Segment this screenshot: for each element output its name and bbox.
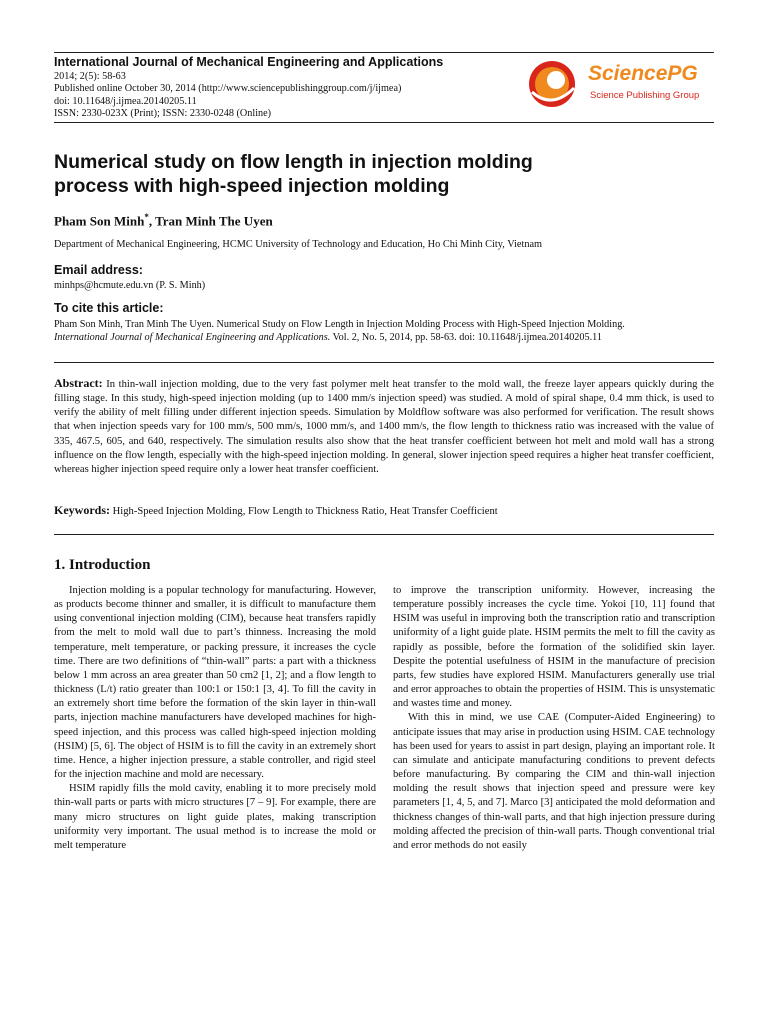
meta-published: Published online October 30, 2014 (http://www.sciencepublishinggroup.com/j/ijmea) [54, 83, 402, 95]
keywords [54, 503, 714, 518]
publisher-logo [526, 58, 716, 110]
journal-title: International Journal of Mechanical Engineering and Applications [54, 55, 444, 69]
publication-meta [54, 71, 401, 120]
email-heading: Email address: [54, 263, 143, 277]
paper-title-line1: Numerical study on flow length in injection molding [54, 151, 533, 173]
top-rule [54, 52, 714, 53]
authors [54, 212, 273, 229]
abstract-label: Abstract: [54, 376, 103, 390]
citation-journal: International Journal of Mechanical Engineering and Applications. [54, 332, 331, 343]
paragraph: Injection molding is a popular technology for manufacturing. However, as products become thinner and smaller, it is difficult to manufacture them using conventional injection molding (CIM), because heat transfers rapidly from the melt to mold wall due to part’s thinness. Increasing the mold temperature, melt temperature, or packing pressure, it increases the cycle time. There are two definitions of “thin-wall” parts: a part with a thickness below 1 mm across an area greater than 50 cm2 [1, 2]; and a flow length to thickness (L/t) ratio greater than 100:1 or 150:1 [3, 4]. To fill the cavity in an extremely short time before the formation of the skin layer in thin-wall parts, injection machine manufacturers have developed machines for high-speed injection, and this process was called high-speed injection molding (HSIM) [5, 6]. The object of HSIM is to fill the cavity in an extremely short time. Hence, a higher injection pressure, a stable controller, and rigid steel for the injection machine and mold are necessary. [54, 585, 376, 781]
citation-rest: Vol. 2, No. 5, 2014, pp. 58-63. doi: 10.11648/j.ijmea.20140205.11 [330, 332, 602, 343]
meta-doi: doi: 10.11648/j.ijmea.20140205.11 [54, 95, 197, 107]
header-bottom-rule [54, 122, 714, 123]
keywords-text: High-Speed Injection Molding, Flow Length to Thickness Ratio, Heat Transfer Coefficient [110, 506, 498, 517]
author-1: Pham Son Minh [54, 213, 145, 229]
abstract [54, 376, 714, 477]
logo-tagline: Science Publishing Group [590, 90, 700, 101]
email-value[interactable]: minhps@hcmute.edu.vn (P. S. Minh) [54, 280, 206, 291]
body-column-left [54, 584, 376, 1024]
body-column-right [393, 584, 715, 1024]
paragraph: to improve the transcription uniformity. However, increasing the temperature possibly increases the cycle time. Yokoi [10, 11] found that HSIM was useful in improving both the transcription ratio and transcription uniformity of a light guide plate. HSIM permits the melt to fill the cavity as rapidly as possible, before the formation of the solidified skin layer. Despite the potential usefulness of HSIM in the manufacture of precision parts, few studies have explored HSIM. Manufacturers generally use trial and error approaches to obtain the properties of HSIM. This is unsystematic and wastes time and money. [393, 585, 715, 710]
cite-heading: To cite this article: [54, 301, 164, 315]
keywords-label: Keywords: [54, 503, 110, 517]
corresponding-mark: * [144, 212, 149, 222]
paragraph: With this in mind, we use CAE (Computer-Aided Engineering) to anticipate issues that may arise in production using HSIM. CAE technology has been used for years to assist in part design, playing an important role. It can simulate and anticipate manufacturing conditions to prevent defects before manufacturing. By comparing the CIM and thin-wall injection molding the result shows that injection speed and pressure were key parameters [1, 4, 5, and 7]. Marco [3] anticipated the mold deformation and thickness changes of thin-wall parts, and that high injection pressure during molding affected the precision of thin-wall parts. Though conventional trial and error methods do not easily [393, 712, 715, 851]
abstract-text: In thin-wall injection molding, due to the very fast polymer melt heat transfer to the mold wall, the freeze layer appears quickly during the filling stage. In this study, high-speed injection molding (up to 1400 mm/s injection speed) was studied. A mold of spiral shape, 0.4 mm thick, is used to verify the ability of melt filling under different injection speeds. Simulation by Moldflow software was also performed for verification. The result shows that when injection speeds vary for 100 mm/s, 500 mm/s, 1000 mm/s, and 1400 mm/s, the flow length to thickness ratio was increased with the value of 335, 467.5, 605, and 640, respectively. The simulation results also show that the heat transfer coefficient between hot melt and mold wall has a strong influence on the flow length, especially with the high-speed injection molding. In general, slower injection speed requires a higher heat transfer coefficient, whereas higher injection speed require only a lower heat transfer coefficient. [54, 379, 714, 475]
citation [54, 318, 714, 344]
section-heading-introduction: 1. Introduction [54, 557, 151, 573]
paper-title-line2: process with high-speed injection molding [54, 175, 450, 197]
paper-title [54, 150, 694, 198]
meta-issue: 2014; 2(5): 58-63 [54, 71, 126, 82]
affiliation: Department of Mechanical Engineering, HCMC University of Technology and Education, Ho Chi Minh City, Vietnam [54, 239, 543, 250]
abstract-rule [54, 534, 714, 535]
meta-issn: ISSN: 2330-023X (Print); ISSN: 2330-0248 (Online) [54, 107, 272, 119]
paragraph: HSIM rapidly fills the mold cavity, enabling it to more precisely mold thin-wall parts or parts with micro structures [7 – 9]. For example, there are many micro structures on light guide plates, making transcription uniformity very important. The usual method is to increase the mold or melt temperature [54, 783, 376, 851]
cite-rule [54, 362, 714, 363]
citation-line1: Pham Son Minh, Tran Minh The Uyen. Numerical Study on Flow Length in Injection Molding Process with High-Speed Injection Molding. [54, 319, 625, 330]
logo-wordmark: SciencePG [588, 62, 698, 85]
author-2: , Tran Minh The Uyen [148, 213, 273, 229]
